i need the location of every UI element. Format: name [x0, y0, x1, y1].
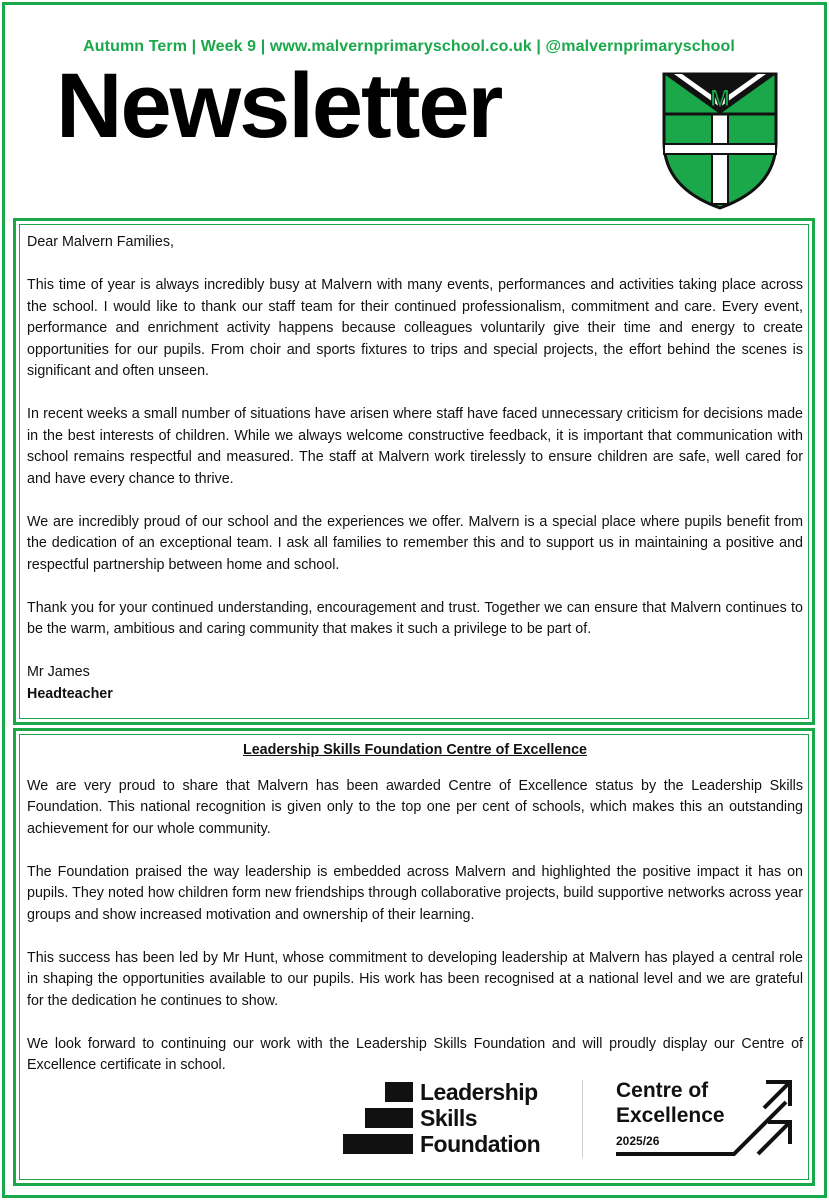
letter-paragraph: Thank you for your continued understanding, encouragement and trust. Together we can ensure that Malvern continues to be the warm, ambitious and caring community that makes it such a privilege to be part of.	[27, 599, 803, 637]
leadership-paragraph: We are very proud to share that Malvern has been awarded Centre of Excellence status by the Leadership Skills Foundation. This national recognition is given only to the top one per cent of schools, which makes this an outstanding achievement for our whole community.	[27, 777, 803, 837]
logo-divider	[582, 1080, 583, 1158]
centre-of-excellence-logo	[616, 1078, 796, 1160]
lsf-logo-line: Leadership	[420, 1079, 538, 1105]
header-tagline: Autumn Term | Week 9 | www.malvernprimaryschool.co.uk | @malvernprimaryschool	[83, 38, 735, 55]
leadership-paragraph: The Foundation praised the way leadership is embedded across Malvern and highlighted the positive impact it has on pupils. They noted how children form new friendships through collaborative projects, build supportive networks across year groups and show increased motivation and ownership of their learning.	[27, 863, 803, 923]
logo-step-icon	[385, 1082, 413, 1102]
newsletter-title: Newsletter	[56, 55, 502, 157]
coe-year: 2025/26	[616, 1134, 660, 1148]
letter-paragraph: We are incredibly proud of our school and the experiences we offer. Malvern is a special place where pupils benefit from the dedication of an exceptional team. I ask all families to remember this and to support us in maintaining a positive and respectful partnership between home and school.	[27, 513, 803, 573]
leadership-heading: Leadership Skills Foundation Centre of Excellence	[242, 742, 587, 758]
coe-arrows-icon	[616, 1078, 796, 1160]
letter-greeting: Dear Malvern Families,	[27, 234, 174, 250]
headteacher-letter	[27, 232, 803, 705]
coe-logo-line: Excellence	[616, 1104, 725, 1127]
crest-letter: M	[710, 85, 730, 112]
school-crest-icon	[660, 70, 780, 212]
signature-role: Headteacher	[27, 685, 113, 702]
leadership-paragraph: This success has been led by Mr Hunt, whose commitment to developing leadership at Malvern has played a central role in shaping the opportunities available to our pupils. His work has been recognised at a national level and we are grateful for the dedication he continues to show.	[27, 949, 803, 1009]
lsf-logo-text	[420, 1079, 540, 1157]
leadership-section	[27, 740, 803, 1098]
logo-step-icon	[343, 1134, 413, 1154]
signature-name: Mr James	[27, 664, 90, 680]
letter-paragraph: This time of year is always incredibly busy at Malvern with many events, performances and activities taking place across the school. I would like to thank our staff team for their continued professionalism, commitment and care. Every event, performance and enrichment activity happens because colleagues voluntarily give their time and energy to create opportunities for our pupils. From choir and sports fixtures to trips and special projects, the effort behind the scenes is significant and often unseen.	[27, 277, 803, 379]
letter-paragraph: In recent weeks a small number of situations have arisen where staff have faced unnecessary criticism for decisions made in the best interests of children. While we always welcome constructive feedback, it is important that communication with school remains respectful and measured. The staff at Malvern work tirelessly to ensure children are safe, well cared for and have every chance to thrive.	[27, 406, 803, 487]
logo-step-icon	[365, 1108, 413, 1128]
lsf-logo-line: Foundation	[420, 1131, 541, 1157]
coe-logo-line: Centre of	[616, 1079, 709, 1102]
leadership-paragraph: We look forward to continuing our work with the Leadership Skills Foundation and will proudly display our Centre of Excellence certificate in school.	[27, 1035, 803, 1073]
lsf-logo-line: Skills	[420, 1105, 478, 1131]
leadership-skills-foundation-logo	[343, 1079, 563, 1161]
